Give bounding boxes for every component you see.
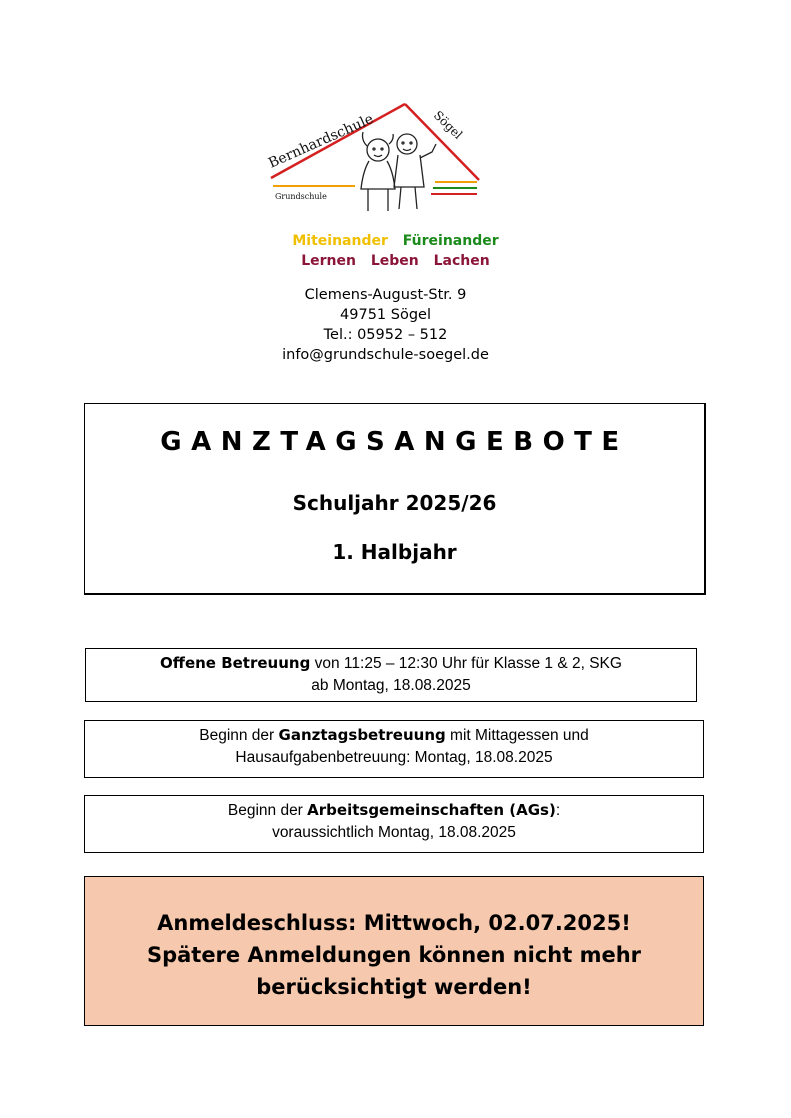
all-day-line-1 <box>85 724 703 747</box>
work-groups-info-box <box>84 795 704 853</box>
registration-deadline-box <box>84 876 704 1026</box>
all-day-bold: Ganztagsbetreuung <box>278 726 446 744</box>
open-care-bold: Offene Betreuung <box>160 654 311 672</box>
motto-line-2 <box>0 253 791 269</box>
work-groups-line-1 <box>85 799 703 822</box>
open-care-info-box <box>85 648 697 702</box>
motto-word-lernen: Lernen <box>301 253 356 269</box>
motto-line-1 <box>0 233 791 249</box>
all-day-rest: mit Mittagessen und <box>445 727 589 744</box>
work-groups-rest: : <box>555 802 561 819</box>
work-groups-bold: Arbeitsgemeinschaften (AGs) <box>307 801 556 819</box>
motto-word-leben: Leben <box>370 253 419 269</box>
page-title: GANZTAGSANGEBOTE <box>160 427 629 457</box>
title-box <box>84 403 706 595</box>
open-care-line-1 <box>86 652 696 675</box>
all-day-prefix: Beginn der <box>199 727 279 744</box>
all-day-line-2: Hausaufgabenbetreuung: Montag, 18.08.2025 <box>235 749 553 766</box>
deadline-line-2: Spätere Anmeldungen können nicht mehr <box>146 943 642 967</box>
address-phone: Tel.: 05952 – 512 <box>323 327 448 343</box>
logo-lettering <box>255 98 495 220</box>
school-address <box>0 285 771 365</box>
motto-word-lachen: Lachen <box>433 253 490 269</box>
work-groups-line-2: voraussichtlich Montag, 18.08.2025 <box>272 824 516 841</box>
work-groups-prefix: Beginn der <box>227 802 308 819</box>
motto-word-fuereinander: Füreinander <box>402 233 499 249</box>
logo-school-name: Bernhardschule <box>266 111 376 172</box>
motto-word-miteinander: Miteinander <box>292 233 388 249</box>
term-label: 1. Halbjahr <box>332 540 457 564</box>
school-year: Schuljahr 2025/26 <box>292 491 497 515</box>
school-logo <box>255 98 495 220</box>
address-email: info@grundschule-soegel.de <box>282 347 489 363</box>
logo-town: Sögel <box>430 108 466 142</box>
logo-subtitle: Grundschule <box>275 192 327 201</box>
deadline-line-1: Anmeldeschluss: Mittwoch, 02.07.2025! <box>157 911 631 935</box>
all-day-care-info-box <box>84 720 704 778</box>
address-street: Clemens-August-Str. 9 <box>304 287 467 303</box>
deadline-line-3: berücksichtigt werden! <box>256 975 532 999</box>
open-care-line-2: ab Montag, 18.08.2025 <box>311 677 471 694</box>
address-city: 49751 Sögel <box>340 307 431 323</box>
open-care-rest: von 11:25 – 12:30 Uhr für Klasse 1 & 2, SKG <box>310 655 622 672</box>
